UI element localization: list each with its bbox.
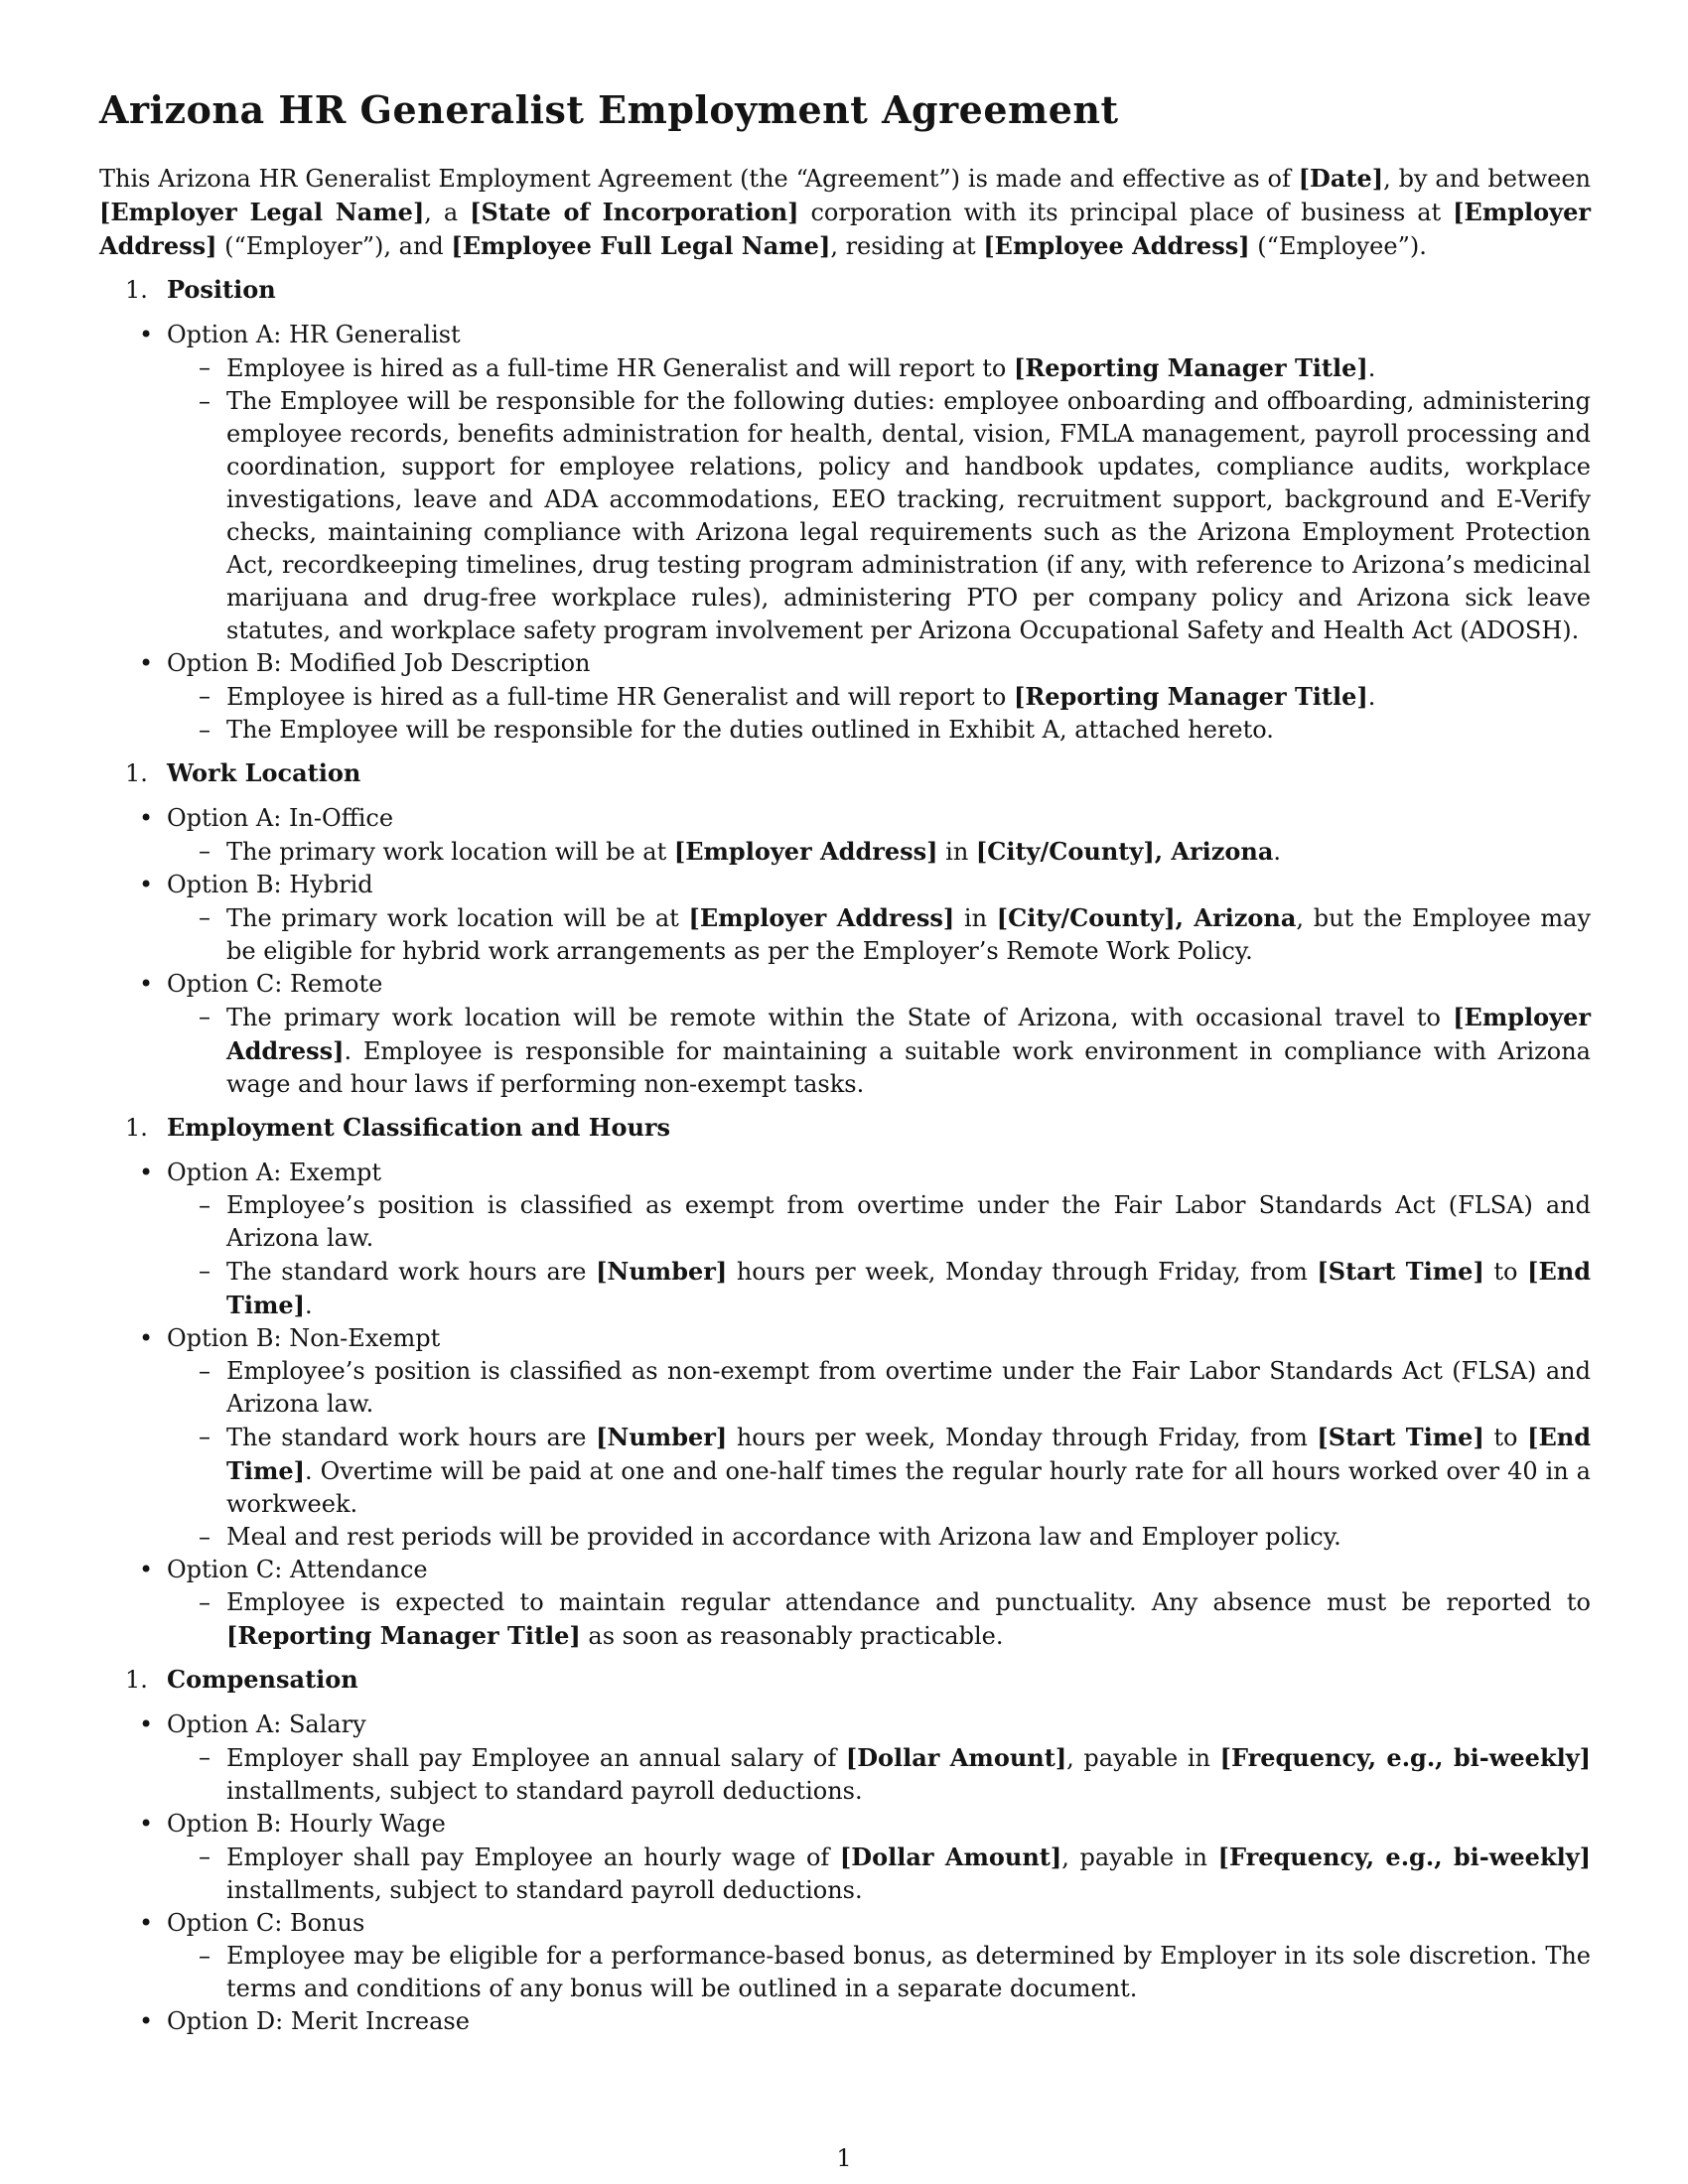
section-number: 1. bbox=[125, 1666, 148, 1694]
text: Employee’s position is classified as exempt from overtime under the Fair Labor Standards Act (FLSA) and Arizona law. bbox=[226, 1191, 1591, 1252]
option-label: Option B: Non-Exempt bbox=[167, 1324, 441, 1352]
text: . bbox=[1273, 838, 1282, 866]
text: . bbox=[1367, 354, 1376, 382]
sub-item bbox=[167, 1255, 1591, 1322]
option-item bbox=[99, 1708, 1591, 1808]
text: installments, subject to standard payroll deductions. bbox=[226, 1777, 863, 1805]
end-time-placeholder: [End Time] bbox=[226, 1423, 1591, 1485]
employer-legal-name-placeholder: [Employer Legal Name] bbox=[99, 198, 425, 226]
text: The primary work location will be at bbox=[226, 838, 674, 866]
text: in bbox=[937, 838, 976, 866]
sub-item bbox=[167, 1355, 1591, 1421]
city-county-placeholder: [City/County], Arizona bbox=[975, 837, 1274, 866]
section-title: Compensation bbox=[167, 1665, 358, 1694]
text: , but the Employee may be eligible for hybrid work arrangements as per the Employer’s Remote Work Policy. bbox=[226, 904, 1592, 965]
option-item bbox=[99, 1157, 1591, 1322]
text: , payable in bbox=[1061, 1843, 1218, 1871]
classification-options bbox=[99, 1157, 1591, 1653]
text: as soon as reasonably practicable. bbox=[580, 1622, 1004, 1650]
option-item bbox=[99, 1907, 1591, 2005]
sub-item bbox=[167, 680, 1591, 714]
section-title: Position bbox=[167, 275, 276, 304]
option-label: Option B: Modified Job Description bbox=[167, 649, 591, 677]
sub-item bbox=[167, 351, 1591, 385]
employer-address-placeholder: [Employer Address] bbox=[688, 903, 955, 932]
section-title: Employment Classification and Hours bbox=[167, 1113, 671, 1142]
city-county-placeholder: [City/County], Arizona bbox=[996, 903, 1297, 932]
option-item bbox=[99, 2005, 1591, 2038]
text: Employee may be eligible for a performance-based bonus, as determined by Employer in its sole discretion. The terms and conditions of any bonus will be outlined in a separate document. bbox=[226, 1942, 1591, 2002]
intro-text: (“Employee”). bbox=[1249, 232, 1427, 260]
text: Employer shall pay Employee an hourly wage of bbox=[226, 1843, 840, 1871]
section-number: 1. bbox=[125, 276, 148, 304]
text: The primary work location will be at bbox=[226, 904, 689, 932]
document-page bbox=[99, 87, 1591, 2048]
duties-text: The Employee will be responsible for the following duties: employee onboarding and offboarding, administering employee records, benefits administration for health, dental, vision, FMLA management, payroll processing and coordination, support for employee relations, policy and handbook updates, compliance audits, workplace investigations, leave and ADA accommodations, EEO tracking, recruitment support, background and E-Verify checks, maintaining compliance with Arizona legal requirements such as the Arizona Employment Protection Act, recordkeeping timelines, drug testing program administration (if any, with reference to Arizona’s medicinal marijuana and drug-free workplace rules), administering PTO per company policy and Arizona sick leave statutes, and workplace safety program involvement per Arizona Occupational Safety and Health Act (ADOSH). bbox=[226, 387, 1591, 644]
text: The standard work hours are bbox=[226, 1258, 597, 1286]
compensation-options bbox=[99, 1708, 1591, 2038]
intro-text: This Arizona HR Generalist Employment Agreement (the “Agreement”) is made and effective as of bbox=[99, 165, 1299, 193]
option-label: Option D: Merit Increase bbox=[167, 2007, 470, 2035]
dollar-amount-placeholder: [Dollar Amount] bbox=[845, 1743, 1067, 1772]
document-title: Arizona HR Generalist Employment Agreement bbox=[99, 87, 1119, 132]
employer-address-placeholder: [Employer Address] bbox=[99, 198, 1591, 260]
sub-item bbox=[167, 1421, 1591, 1521]
option-item bbox=[99, 802, 1591, 869]
dollar-amount-placeholder: [Dollar Amount] bbox=[839, 1843, 1062, 1871]
frequency-placeholder: [Frequency, e.g., bi-weekly] bbox=[1217, 1843, 1592, 1871]
text: Employer shall pay Employee an annual salary of bbox=[226, 1744, 846, 1772]
sub-item bbox=[167, 1521, 1591, 1554]
sub-item bbox=[167, 901, 1591, 968]
option-label: Option C: Remote bbox=[167, 970, 383, 998]
text: hours per week, Monday through Friday, from bbox=[727, 1258, 1318, 1286]
text: . bbox=[305, 1292, 313, 1319]
text: hours per week, Monday through Friday, from bbox=[727, 1424, 1318, 1451]
text: Meal and rest periods will be provided in accordance with Arizona law and Employer policy. bbox=[226, 1523, 1341, 1551]
option-label: Option A: HR Generalist bbox=[167, 321, 461, 348]
option-label: Option A: Salary bbox=[167, 1710, 366, 1738]
start-time-placeholder: [Start Time] bbox=[1317, 1423, 1484, 1451]
section-heading-work-location bbox=[99, 756, 1591, 790]
option-label: Option C: Attendance bbox=[167, 1556, 428, 1583]
text: Employee is hired as a full-time HR Generalist and will report to bbox=[226, 683, 1014, 711]
text: , payable in bbox=[1066, 1744, 1220, 1772]
option-label: Option A: Exempt bbox=[167, 1159, 381, 1186]
intro-text: , a bbox=[424, 199, 471, 226]
sub-item bbox=[167, 1001, 1591, 1101]
section-number: 1. bbox=[125, 1114, 148, 1142]
sub-item bbox=[167, 1940, 1591, 2005]
sub-item bbox=[167, 1189, 1591, 1255]
section-number: 1. bbox=[125, 759, 148, 787]
text: to bbox=[1483, 1424, 1528, 1451]
option-item bbox=[99, 1322, 1591, 1554]
employee-address-placeholder: [Employee Address] bbox=[983, 231, 1250, 260]
text: to bbox=[1483, 1258, 1528, 1286]
reporting-manager-placeholder: [Reporting Manager Title] bbox=[1013, 353, 1368, 382]
option-item bbox=[99, 1554, 1591, 1653]
reporting-manager-placeholder: [Reporting Manager Title] bbox=[1013, 682, 1368, 711]
text: in bbox=[954, 904, 997, 932]
option-label: Option B: Hourly Wage bbox=[167, 1810, 446, 1838]
intro-text: (“Employer”), and bbox=[216, 232, 452, 260]
number-placeholder: [Number] bbox=[596, 1423, 728, 1451]
option-item bbox=[99, 968, 1591, 1101]
intro-text: , by and between bbox=[1383, 165, 1591, 193]
option-label: Option B: Hybrid bbox=[167, 871, 373, 898]
text: Employee’s position is classified as non-exempt from overtime under the Fair Labor Standards Act (FLSA) and Arizona law. bbox=[226, 1357, 1591, 1418]
text: . bbox=[1367, 683, 1376, 711]
text: Employee is hired as a full-time HR Generalist and will report to bbox=[226, 354, 1014, 382]
section-heading-position bbox=[99, 273, 1591, 307]
sub-item bbox=[167, 385, 1591, 647]
section-heading-classification bbox=[99, 1111, 1591, 1145]
sub-item bbox=[167, 1586, 1591, 1653]
option-label: Option A: In-Office bbox=[167, 804, 394, 832]
option-label: Option C: Bonus bbox=[167, 1909, 365, 1937]
sub-item bbox=[167, 835, 1591, 869]
sub-item bbox=[167, 1741, 1591, 1808]
text: The Employee will be responsible for the duties outlined in Exhibit A, attached hereto. bbox=[226, 716, 1274, 744]
employer-address-placeholder: [Employer Address] bbox=[673, 837, 938, 866]
sub-item bbox=[167, 1841, 1591, 1907]
employer-address-placeholder: [Employer Address] bbox=[226, 1003, 1591, 1065]
option-item bbox=[99, 869, 1591, 968]
intro-text: corporation with its principal place of business at bbox=[798, 199, 1454, 226]
position-options bbox=[99, 319, 1591, 747]
start-time-placeholder: [Start Time] bbox=[1317, 1257, 1484, 1286]
text: . Employee is responsible for maintaining a suitable work environment in compliance with Arizona wage and hour laws if performing non-exempt tasks. bbox=[226, 1037, 1591, 1098]
frequency-placeholder: [Frequency, e.g., bi-weekly] bbox=[1219, 1743, 1591, 1772]
intro-paragraph bbox=[99, 162, 1591, 263]
text: installments, subject to standard payroll deductions. bbox=[226, 1876, 863, 1904]
date-placeholder: [Date] bbox=[1298, 164, 1384, 193]
option-item bbox=[99, 647, 1591, 747]
end-time-placeholder: [End Time] bbox=[226, 1257, 1591, 1319]
reporting-manager-placeholder: [Reporting Manager Title] bbox=[226, 1621, 581, 1650]
intro-text: , residing at bbox=[830, 232, 984, 260]
option-item bbox=[99, 319, 1591, 647]
location-options bbox=[99, 802, 1591, 1101]
text: . Overtime will be paid at one and one-half times the regular hourly rate for all hours worked over 40 in a workweek. bbox=[226, 1457, 1591, 1518]
text: The primary work location will be remote within the State of Arizona, with occasional travel to bbox=[226, 1004, 1454, 1031]
text: The standard work hours are bbox=[226, 1424, 597, 1451]
number-placeholder: [Number] bbox=[596, 1257, 728, 1286]
sub-item bbox=[167, 714, 1591, 747]
section-heading-compensation bbox=[99, 1663, 1591, 1697]
page-number: 1 bbox=[836, 2144, 852, 2172]
section-title: Work Location bbox=[167, 758, 361, 787]
text: Employee is expected to maintain regular attendance and punctuality. Any absence must be reported to bbox=[226, 1588, 1591, 1616]
option-item bbox=[99, 1808, 1591, 1907]
employee-name-placeholder: [Employee Full Legal Name] bbox=[451, 231, 831, 260]
state-placeholder: [State of Incorporation] bbox=[470, 198, 799, 226]
